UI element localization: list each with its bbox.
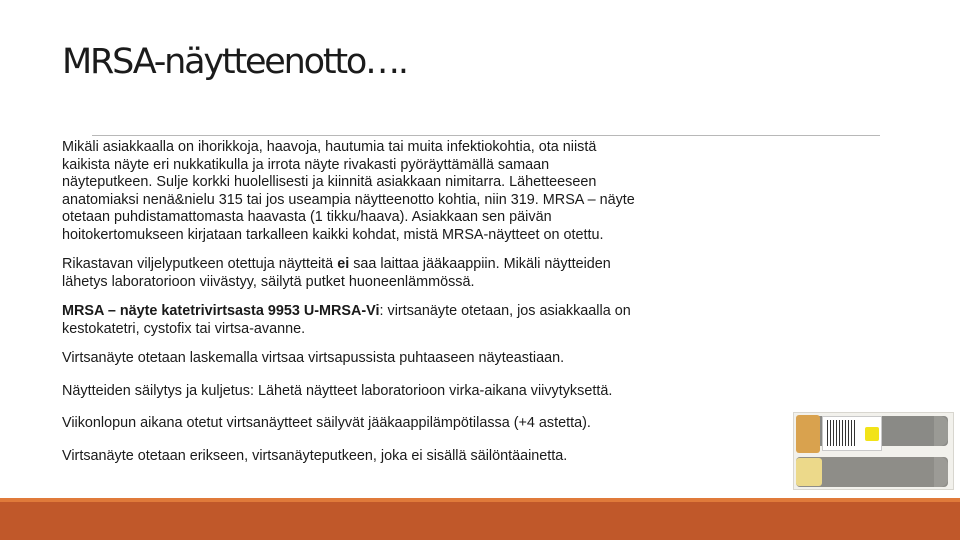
paragraph-line	[62, 303, 792, 321]
paragraph-sample-collection	[62, 139, 792, 244]
paragraph-line: Virtsanäyte otetaan erikseen, virtsanäyteputkeen, joka ei sisällä säilöntäainetta.	[62, 447, 568, 464]
slide-title: MRSA-näytteenotto….	[62, 42, 407, 82]
text-segment: Rikastavan viljelyputkeen otettuja näytteitä	[62, 256, 338, 272]
paragraph-line: hoitokertomukseen kirjataan tarkalleen kaikki kohdat, mistä MRSA-näytteet on otettu.	[62, 226, 604, 243]
footer-accent-bar	[0, 498, 960, 540]
tube-cap	[796, 415, 820, 453]
paragraph-line: lähetys laboratorioon viivästyy, säilytä putket huoneenlämmössä.	[62, 273, 475, 290]
tube-end	[934, 457, 948, 487]
paragraph-line: Viikonlopun aikana otetut virtsanäytteet säilyvät jääkaappilämpötilassa (+4 astetta).	[62, 415, 591, 431]
emphasis-text: MRSA – näyte katetrivirtsasta 9953 U-MRSA-Vi	[62, 303, 380, 319]
paragraph-urine-collection	[62, 350, 792, 368]
tube-cap	[796, 458, 822, 486]
paragraph-line: Näytteiden säilytys ja kuljetus: Lähetä näytteet laboratorioon virka-aikana viivytyksettä.	[62, 382, 613, 399]
paragraph-separate-tube	[62, 448, 792, 466]
paragraph-storage-culture	[62, 256, 792, 291]
label-color-dot	[865, 427, 879, 441]
slide-body	[62, 139, 792, 477]
paragraph-line	[62, 256, 792, 274]
paragraph-line: näyteputkeen. Sulje korkki huolellisesti ja kiinnitä asiakkaan nimitarra. Lähetteeseen	[62, 174, 597, 190]
barcode-graphic	[827, 420, 855, 446]
paragraph-line: otetaan puhdistamattomasta haavasta (1 tikku/haava). Asiakkaan sen päivän	[62, 209, 552, 225]
paragraph-catheter-urine	[62, 303, 792, 338]
sample-tubes-photo	[793, 412, 954, 490]
text-segment: : virtsanäyte otetaan, jos asiakkaalla on	[379, 303, 631, 319]
paragraph-storage-transport	[62, 383, 792, 401]
emphasis-text: ei	[337, 256, 350, 272]
tube-label	[822, 416, 882, 451]
paragraph-line: Mikäli asiakkaalla on ihorikkoja, haavoja, hautumia tai muita infektiokohtia, ota niistä	[62, 139, 597, 155]
text-segment: saa laittaa jääkaappiin. Mikäli näytteiden	[349, 256, 611, 272]
footer-accent-highlight	[0, 498, 960, 502]
paragraph-line: anatomiaksi nenä&nielu 315 tai jos useampia näytteenotto kohtia, niin 319. MRSA – näyte	[62, 191, 635, 208]
title-divider	[92, 135, 880, 136]
paragraph-line: kestokatetri, cystofix tai virtsa-avanne.	[62, 320, 306, 337]
tube-end	[934, 416, 948, 446]
paragraph-line: Virtsanäyte otetaan laskemalla virtsaa virtsapussista puhtaaseen näyteastiaan.	[62, 350, 565, 366]
paragraph-weekend-storage	[62, 415, 792, 433]
paragraph-line: kaikista näyte eri nukkatikulla ja irrota näyte rivakasti pyöräyttämällä samaan	[62, 156, 550, 173]
